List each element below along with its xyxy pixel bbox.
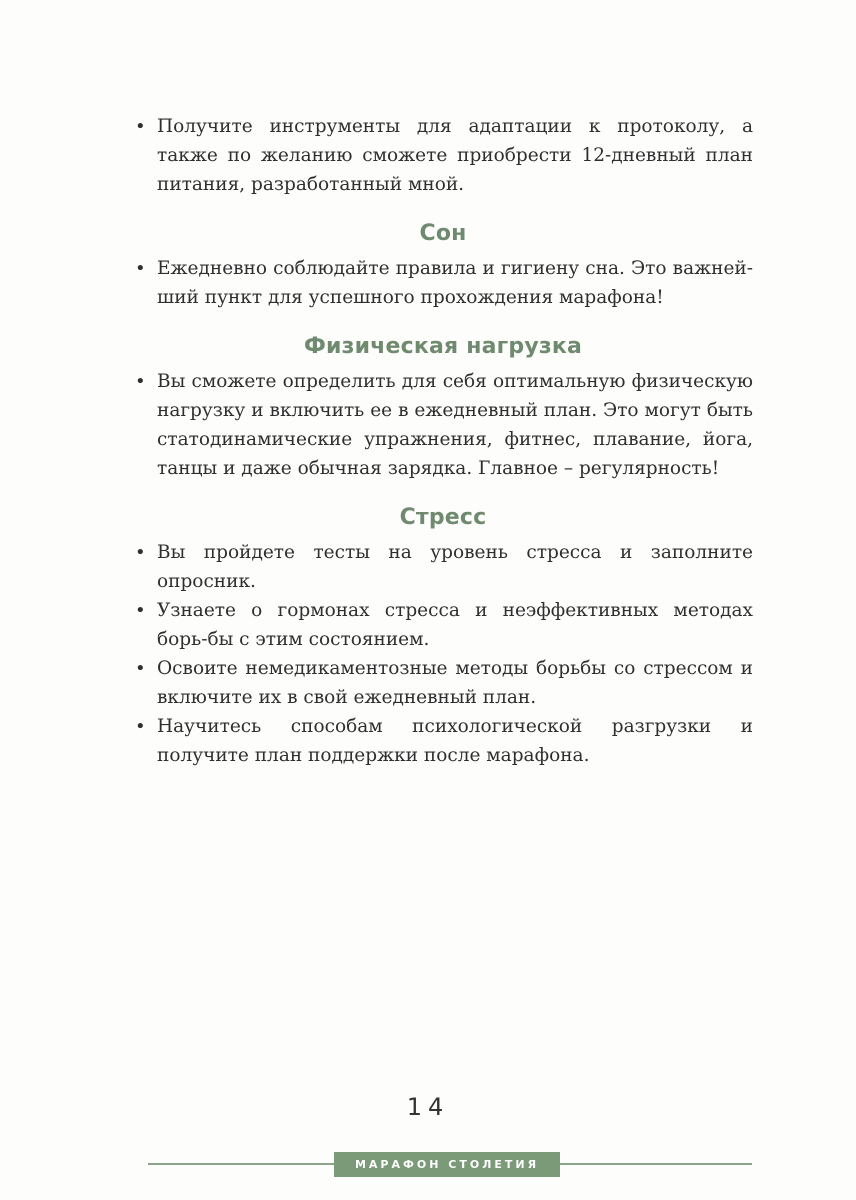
list-item (133, 254, 753, 312)
page-content (133, 112, 753, 770)
sleep-list (133, 254, 753, 312)
list-item-text: Научитесь способам психологической разгрузки и получите план поддержки после марафона. (157, 716, 753, 766)
list-item (133, 538, 753, 596)
section-heading-physical: Физическая нагрузка (303, 334, 583, 359)
stress-list (133, 538, 753, 770)
bullet-icon: • (135, 116, 146, 137)
list-item (133, 654, 753, 712)
list-item (133, 596, 753, 654)
list-item-text: Освоите немедикаментозные методы борьбы со стрессом и включите их в свой ежедневный план. (157, 658, 753, 708)
footer-rule-right (560, 1163, 752, 1165)
bullet-icon: • (135, 371, 146, 392)
physical-list (133, 367, 753, 483)
bullet-icon: • (135, 600, 146, 621)
section-heading-sleep: Сон (419, 221, 467, 246)
list-item-text: Ежедневно соблюдайте правила и гигиену сна. Это важней-ший пункт для успешного прохождения марафона! (157, 258, 753, 308)
intro-list (133, 112, 753, 199)
section-heading-stress: Стресс (399, 505, 487, 530)
footer-rule-left (148, 1163, 334, 1165)
footer-book-title: МАРАФОН СТОЛЕТИЯ (334, 1152, 560, 1177)
page-number: 14 (406, 1093, 450, 1121)
list-item (133, 712, 753, 770)
list-item (133, 112, 753, 199)
bullet-icon: • (135, 542, 146, 563)
list-item-text: Вы пройдете тесты на уровень стресса и заполните опросник. (157, 542, 753, 592)
list-item-text: Вы сможете определить для себя оптимальную физическую нагрузку и включить ее в ежедневный план. Это могут быть статодинамические упражнения, фитнес, плавание, йога, танцы и даже обычная зарядка. Главное – регулярность! (157, 371, 753, 479)
list-item-text: Получите инструменты для адаптации к протоколу, а также по желанию сможете приобрести 12-дневный план питания, разработанный мной. (157, 116, 753, 195)
list-item (133, 367, 753, 483)
bullet-icon: • (135, 258, 146, 279)
bullet-icon: • (135, 716, 146, 737)
bullet-icon: • (135, 658, 146, 679)
list-item-text: Узнаете о гормонах стресса и неэффективных методах борь-бы с этим состоянием. (157, 600, 753, 650)
